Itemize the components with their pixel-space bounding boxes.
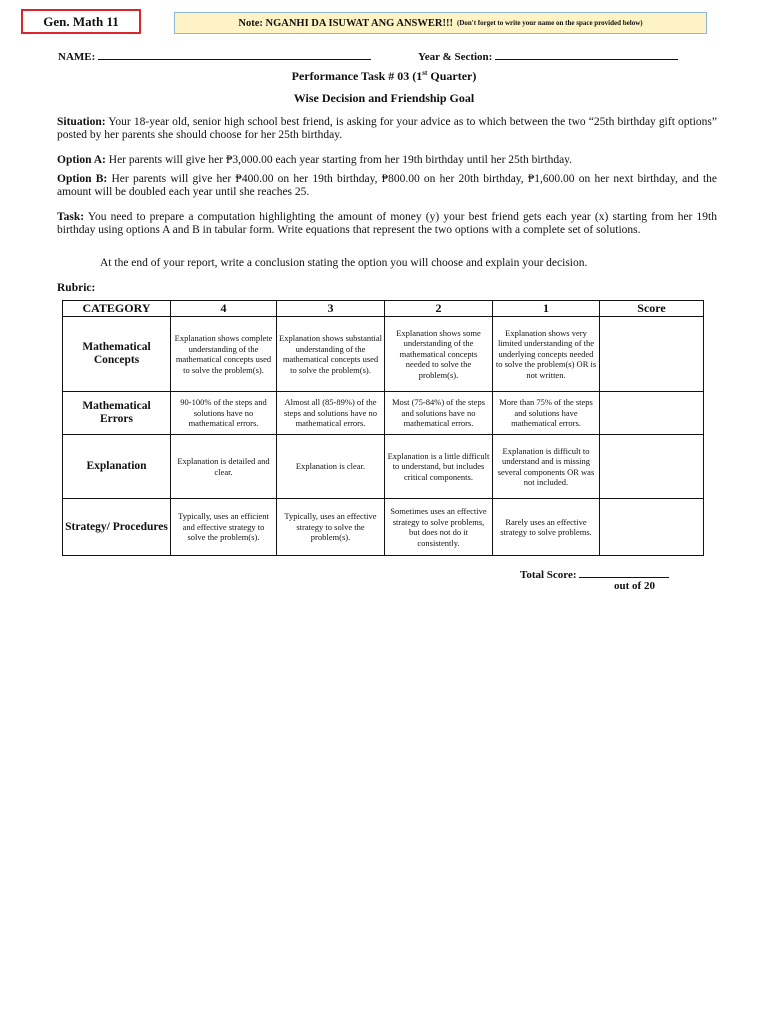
- rubric-cell: Explanation is a little difficult to understand, but includes critical components.: [385, 435, 493, 499]
- table-row: [63, 435, 704, 499]
- category-mathematical-concepts: Mathematical Concepts: [63, 317, 171, 392]
- option-b-paragraph: [57, 173, 717, 199]
- score-cell[interactable]: [600, 435, 704, 499]
- total-score-input-line[interactable]: [579, 567, 669, 578]
- option-a-paragraph: [57, 154, 717, 167]
- category-mathematical-errors: Mathematical Errors: [63, 392, 171, 435]
- table-row: [63, 392, 704, 435]
- total-score-label: Total Score:: [520, 569, 577, 581]
- category-strategy-procedures: Strategy/ Procedures: [63, 499, 171, 556]
- conclusion-paragraph: At the end of your report, write a conclusion stating the option you will choose and explain your decision.: [100, 257, 588, 269]
- option-b-label: Option B:: [57, 173, 108, 185]
- year-section-label: Year & Section:: [418, 51, 493, 63]
- note-main-text: Note: NGANHI DA ISUWAT ANG ANSWER!!!: [238, 17, 453, 29]
- subject-label: Gen. Math 11: [21, 9, 141, 34]
- name-input-line[interactable]: [98, 49, 371, 60]
- score-cell[interactable]: [600, 392, 704, 435]
- name-label: NAME:: [58, 51, 96, 63]
- rubric-cell: Explanation shows some understanding of the mathematical concepts needed to solve the problem(s).: [385, 317, 493, 392]
- rubric-cell: 90-100% of the steps and solutions have no mathematical errors.: [171, 392, 277, 435]
- rubric-cell: Most (75-84%) of the steps and solutions have no mathematical errors.: [385, 392, 493, 435]
- situation-text: Your 18-year old, senior high school best friend, is asking for your advice as to which between the two “25th birthday gift options” posted by her parents she should choose for her 25th birthday.: [57, 116, 717, 141]
- task-text: You need to prepare a computation highlighting the amount of money (y) your best friend gets each year (x) starting from her 19th birthday using options A and B in tabular form. Write equations that represent the two options with a complete set of solutions.: [57, 211, 717, 236]
- name-field[interactable]: [58, 49, 371, 63]
- rubric-cell: Explanation is difficult to understand and is missing several components OR was not included.: [493, 435, 600, 499]
- header-level-3: 3: [277, 301, 385, 317]
- rubric-cell: Rarely uses an effective strategy to solve problems.: [493, 499, 600, 556]
- rubric-header-row: [63, 301, 704, 317]
- score-cell[interactable]: [600, 499, 704, 556]
- task-title-pre: Performance Task # 03 (1: [291, 69, 423, 83]
- score-cell[interactable]: [600, 317, 704, 392]
- year-section-field[interactable]: [418, 49, 678, 63]
- situation-label: Situation:: [57, 116, 106, 128]
- task-subtitle: Wise Decision and Friendship Goal: [293, 91, 475, 105]
- task-label: Task:: [57, 211, 85, 223]
- rubric-cell: Explanation shows substantial understanding of the mathematical concepts used to solve the problem(s).: [277, 317, 385, 392]
- note-banner: [174, 12, 707, 34]
- rubric-cell: More than 75% of the steps and solutions have mathematical errors.: [493, 392, 600, 435]
- rubric-cell: Typically, uses an efficient and effective strategy to solve the problem(s).: [171, 499, 277, 556]
- out-of-label: out of 20: [614, 580, 655, 592]
- rubric-table: [62, 300, 704, 556]
- rubric-cell: Typically, uses an effective strategy to solve the problem(s).: [277, 499, 385, 556]
- header-level-1: 1: [493, 301, 600, 317]
- rubric-cell: Explanation shows very limited understanding of the underlying concepts needed to solve the problem(s) OR is not written.: [493, 317, 600, 392]
- table-row: [63, 499, 704, 556]
- rubric-cell: Explanation shows complete understanding of the mathematical concepts used to solve the problem(s).: [171, 317, 277, 392]
- option-a-text: Her parents will give her ₱3,000.00 each year starting from her 19th birthday until her 25th birthday.: [105, 154, 573, 166]
- rubric-cell: Explanation is clear.: [277, 435, 385, 499]
- task-paragraph: [57, 211, 717, 237]
- rubric-cell: Sometimes uses an effective strategy to solve problems, but does not do it consistently.: [385, 499, 493, 556]
- note-sub-text: (Don't forget to write your name on the space provided below): [456, 19, 643, 27]
- year-section-input-line[interactable]: [495, 49, 678, 60]
- situation-paragraph: [57, 116, 717, 142]
- rubric-cell: Explanation is detailed and clear.: [171, 435, 277, 499]
- task-title-sup: st: [422, 69, 428, 77]
- header-score: Score: [600, 301, 704, 317]
- table-row: [63, 317, 704, 392]
- task-title: [0, 69, 768, 84]
- task-title-post: Quarter): [427, 69, 477, 83]
- option-a-label: Option A:: [57, 154, 106, 166]
- option-b-text: Her parents will give her ₱400.00 on her 19th birthday, ₱800.00 on her 20th birthday, ₱1,600.00 on her next birthday, and the amount will be doubled each year until she reaches 25.: [57, 173, 718, 198]
- header-category: CATEGORY: [63, 301, 171, 317]
- category-explanation: Explanation: [63, 435, 171, 499]
- header-level-4: 4: [171, 301, 277, 317]
- header-level-2: 2: [385, 301, 493, 317]
- rubric-cell: Almost all (85-89%) of the steps and solutions have no mathematical errors.: [277, 392, 385, 435]
- rubric-label: Rubric:: [57, 282, 96, 294]
- total-score: [520, 567, 669, 581]
